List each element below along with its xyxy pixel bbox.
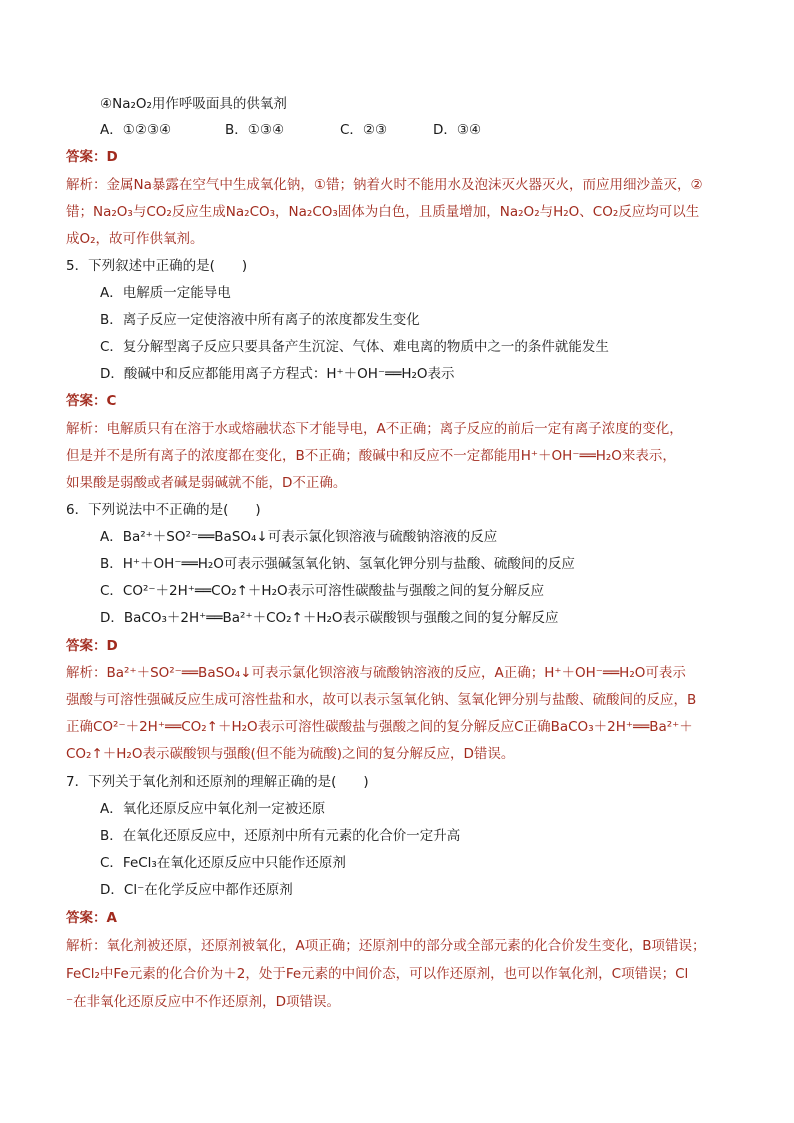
q4-analysis-line: 错；Na₂O₃与CO₂反应生成Na₂CO₃，Na₂CO₃固体为白色，且质量增加，Na₂O₂与H₂O、CO₂反应均可以生 <box>66 204 700 220</box>
q6-option-d: D．BaCO₃＋2H⁺══Ba²⁺＋CO₂↑＋H₂O表示碳酸钡与强酸之间的复分解反应 <box>100 610 559 626</box>
q4-answer: 答案：D <box>66 149 118 165</box>
q5-option-c: C．复分解型离子反应只要具备产生沉淀、气体、难电离的物质中之一的条件就能发生 <box>100 339 609 355</box>
q4-option-b: B．①③④ <box>225 122 285 138</box>
q6-stem: 6．下列说法中不正确的是( ) <box>66 502 261 518</box>
q4-options <box>100 121 481 139</box>
q5-analysis-line: 但是并不是所有离子的浓度都在变化，B不正确；酸碱中和反应不一定都能用H⁺＋OH⁻══H₂O来表示， <box>66 448 676 464</box>
q6-analysis-line: 强酸与可溶性强碱反应生成可溶性盐和水，故可以表示氢氧化钠、氢氧化钾分别与盐酸、硫酸间的反应，B <box>66 692 697 708</box>
q7-option-d: D．Cl⁻在化学反应中都作还原剂 <box>100 882 293 898</box>
q4-analysis-line: 解析：金属Na暴露在空气中生成氧化钠，①错；钠着火时不能用水及泡沫灭火器灭火，而应用细沙盖灭，② <box>66 177 703 193</box>
q5-analysis-line: 解析：电解质只有在溶于水或熔融状态下才能导电，A不正确；离子反应的前后一定有离子浓度的变化， <box>66 421 683 437</box>
q5-option-d: D．酸碱中和反应都能用离子方程式：H⁺＋OH⁻══H₂O表示 <box>100 366 455 382</box>
q5-option-a: A．电解质一定能导电 <box>100 285 231 301</box>
q5-option-b: B．离子反应一定使溶液中所有离子的浓度都发生变化 <box>100 312 420 328</box>
q7-option-a: A．氧化还原反应中氧化剂一定被还原 <box>100 801 326 817</box>
q5-answer: 答案：C <box>66 393 117 409</box>
q6-option-b: B．H⁺＋OH⁻══H₂O可表示强碱氢氧化钠、氢氧化钾分别与盐酸、硫酸间的反应 <box>100 556 575 572</box>
q7-analysis-line: FeCl₂中Fe元素的化合价为＋2，处于Fe元素的中间价态，可以作还原剂，也可以作氧化剂，C项错误；Cl <box>66 966 689 982</box>
q6-analysis-line: CO₂↑＋H₂O表示碳酸钡与强酸(但不能为硫酸)之间的复分解反应，D错误。 <box>66 746 515 762</box>
q7-analysis-line: ⁻在非氧化还原反应中不作还原剂，D项错误。 <box>66 994 341 1010</box>
q7-option-c: C．FeCl₃在氧化还原反应中只能作还原剂 <box>100 855 346 871</box>
q5-stem: 5．下列叙述中正确的是( ) <box>66 258 248 274</box>
q4-item4: ④Na₂O₂用作呼吸面具的供氧剂 <box>100 96 287 112</box>
q7-answer: 答案：A <box>66 910 117 926</box>
q7-analysis-line: 解析：氧化剂被还原，还原剂被氧化，A项正确；还原剂中的部分或全部元素的化合价发生变化，B项错误； <box>66 938 706 954</box>
q4-option-d: D．③④ <box>433 122 482 138</box>
q4-option-a: A．①②③④ <box>100 122 172 138</box>
q7-option-b: B．在氧化还原反应中，还原剂中所有元素的化合价一定升高 <box>100 828 461 844</box>
q6-analysis-line: 解析：Ba²⁺＋SO²⁻══BaSO₄↓可表示氯化钡溶液与硫酸钠溶液的反应，A正确；H⁺＋OH⁻══H₂O可表示 <box>66 665 686 681</box>
q5-analysis-line: 如果酸是弱酸或者碱是弱碱就不能，D不正确。 <box>66 475 347 491</box>
q4-option-c: C．②③ <box>340 122 388 138</box>
q4-analysis-line: 成O₂，故可作供氧剂。 <box>66 231 204 247</box>
q6-analysis-line: 正确CO²⁻＋2H⁺══CO₂↑＋H₂O表示可溶性碳酸盐与强酸之间的复分解反应C正确BaCO₃＋2H⁺══Ba²⁺＋ <box>66 719 693 735</box>
q6-option-c: C．CO²⁻＋2H⁺══CO₂↑＋H₂O表示可溶性碳酸盐与强酸之间的复分解反应 <box>100 583 545 599</box>
q6-option-a: A．Ba²⁺＋SO²⁻══BaSO₄↓可表示氯化钡溶液与硫酸钠溶液的反应 <box>100 529 498 545</box>
q7-stem: 7．下列关于氧化剂和还原剂的理解正确的是( ) <box>66 774 369 790</box>
q6-answer: 答案：D <box>66 638 118 654</box>
